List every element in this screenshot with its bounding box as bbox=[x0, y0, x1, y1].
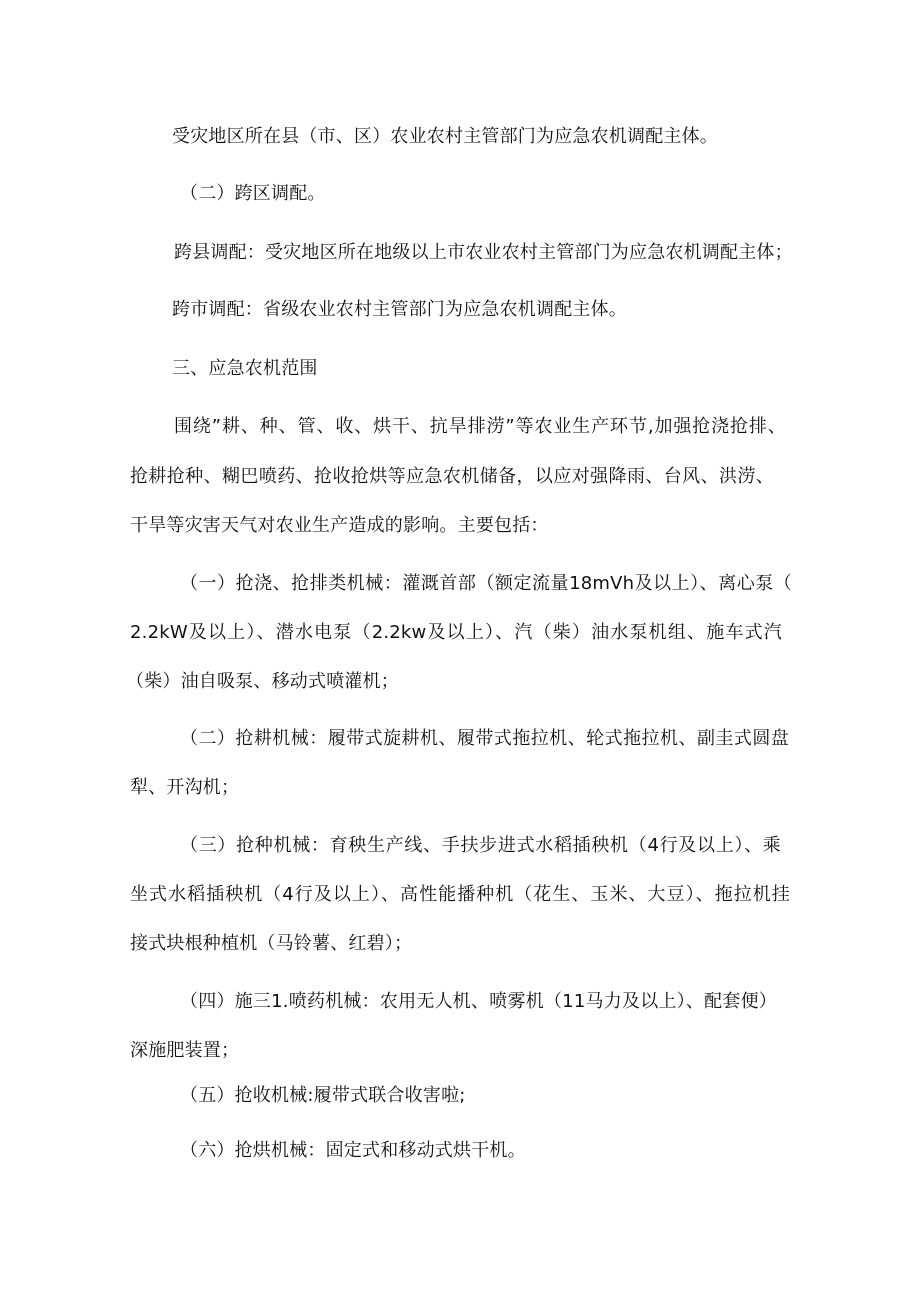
paragraph-line: 跨县调配：受灾地区所在地级以上市农业农村主管部门为应急农机调配主体； bbox=[174, 242, 793, 263]
list-item-line: 犁、开沟机； bbox=[130, 777, 240, 798]
list-item-line: （二）抢耕机械：履带式旋耕机、履带式拖拉机、轮式拖拉机、副圭式圆盘 bbox=[180, 728, 789, 749]
paragraph-line: 受灾地区所在县（市、区）农业农村主管部门为应急农机调配主体。 bbox=[172, 126, 718, 147]
list-item-line: （一）抢浇、抢排类机械：灌溉首部（额定流量18mVh及以上）、离心泵（ bbox=[180, 573, 792, 594]
section-heading: （二）跨区调配。 bbox=[180, 183, 326, 204]
paragraph-line: 围绕”耕、种、管、收、烘干、抗旱排涝”等农业生产环节,加强抢浇抢排、 bbox=[174, 416, 786, 437]
list-item-line: 坐式水稻插秧机（4行及以上）、高性能播种机（花生、玉米、大豆）、拖拉机挂 bbox=[130, 884, 790, 905]
paragraph-line: 跨市调配：省级农业农村主管部门为应急农机调配主体。 bbox=[172, 299, 627, 320]
list-item-line: （四）施三1.喷药机械：农用无人机、喷雾机（11马力及以上）、配套便） bbox=[180, 991, 777, 1012]
list-item-line: 2.2kW及以上）、潜水电泵（2.2kw及以上）、汽（柴）油水泵机组、施车式汽 bbox=[130, 622, 782, 643]
list-item-line: （三）抢种机械：育秧生产线、手扶步进式水稻插秧机（4行及以上）、乘 bbox=[180, 835, 781, 856]
list-item-line: （柴）油自吸泵、移动式喷灌机； bbox=[126, 671, 399, 692]
list-item-line: （五）抢收机械:履带式联合收害啦; bbox=[180, 1085, 466, 1106]
section-heading: 三、应急农机范围 bbox=[172, 358, 318, 379]
list-item-line: 接式块根种植机（马铃薯、红碧）； bbox=[130, 933, 413, 954]
paragraph-line: 抢耕抢种、糊巴喷药、抢收抢烘等应急农机储备，以应对强降雨、台风、洪涝、 bbox=[130, 466, 774, 487]
list-item-line: （六）抢烘机械：固定式和移动式烘干机。 bbox=[180, 1140, 526, 1161]
list-item-line: 深施肥装置； bbox=[130, 1040, 240, 1061]
paragraph-line: 干旱等灾害天气对农业生产造成的影响。主要包括： bbox=[130, 515, 549, 536]
